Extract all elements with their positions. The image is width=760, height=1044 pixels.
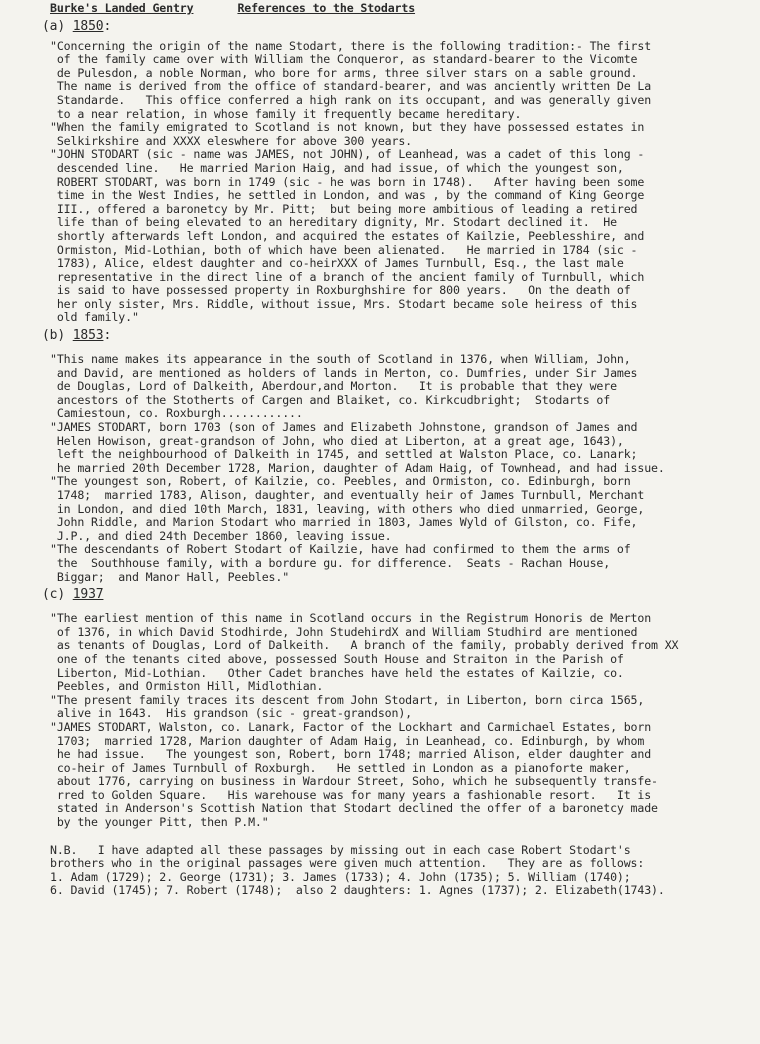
paragraph: "JAMES STODART, Walston, co. Lanark, Factor of the Lockhart and Carmichael Estates, born 1703; married 1728, Marion daughter of Adam Haig, in Leanhead, co. Edinburgh, by whom he had issue. The youngest son, Robert, born 1748; married Alison, elder daughter and co-heir of James Turnbull of Roxburgh. He settled in London as a pianoforte maker, about 1776, carrying on business in Wardour Street, Soho, which he subsequently transfe- rred to Golden Square. His warehouse was for many years a fashionable resort. It is stated in Anderson's Scottish Nation that Stodart declined the offer of a baronetcy made by the younger Pitt, then P.M."	[50, 719, 658, 830]
section-label: (b) 1853:	[42, 328, 112, 344]
header-right: References to the Stodarts	[237, 1, 416, 15]
paragraph: "The youngest son, Robert, of Kailzie, co. Peebles, and Ormiston, co. Edinburgh, born 1748; married 1783, Alison, daughter, and eventually heir of James Turnbull, Merchant in London, and died 10th March, 1831, leaving, with others who died unmarried, George, John Riddle, and Marion Stodart who married in 1803, James Wyld of Gilston, co. Fife, J.P., and died 24th December 1860, leaving issue.	[50, 474, 645, 543]
paragraph: "JAMES STODART, born 1703 (son of James and Elizabeth Johnstone, grandson of James and Helen Howison, great-grandson of John, who died at Liberton, at a great age, 1643), left the neighbourhood of Dalkeith in 1745, and settled at Walston Place, co. Lanark; he married 20th December 1728, Marion, daughter of Adam Haig, of Townhead, and had issue.	[50, 420, 665, 475]
document-header	[50, 2, 746, 16]
paragraph: "When the family emigrated to Scotland is not known, but they have possessed estates in Selkirkshire and XXXX eleswhere for above 300 years.	[50, 120, 645, 148]
paragraph: "The descendants of Robert Stodart of Kailzie, have had confirmed to them the arms of the Southhouse family, with a bordure gu. for difference. Seats - Rachan House, Biggar; and Manor Hall, Peebles."	[50, 542, 631, 584]
section-b	[42, 328, 746, 584]
paragraph: "JOHN STODART (sic - name was JAMES, not JOHN), of Leanhead, was a cadet of this long - descended line. He married Marion Haig, and had issue, of which the youngest son, ROBERT STODART, was born in 1749 (sic - he was born in 1748). After having been some time in the West Indies, he settled in London, and was , by the command of King George III., offered a baronetcy by Mr. Pitt; but being more ambitious of leading a retired life than of being elevated to an hereditary dignity, Mr. Stodart declined it. He shortly afterwards left London, and acquired the estates of Kailzie, Peeblesshire, and Ormiston, Mid-Lothian, both of which have been alienated. He married in 1784 (sic - 1783), Alice, eldest daughter and co-heirXXX of James Turnbull, Esq., the last male representative in the direct line of a branch of the ancient family of Turnbull, which is said to have possessed property in Roxburghshire for 800 years. On the death of her only sister, Mrs. Riddle, without issue, Mrs. Stodart became sole heiress of this old family."	[50, 147, 645, 325]
section-label: (c) 1937	[42, 587, 104, 603]
section-label: (a) 1850:	[42, 18, 112, 34]
section-a	[42, 18, 746, 325]
paragraph: "The earliest mention of this name in Scotland occurs in the Registrum Honoris de Merton of 1376, in which David Stodhirde, John StudehirdX and William Studhird are mentioned as tenants of Douglas, Lord of Dalkeith. A branch of the family, probably derived from XX one of the tenants cited above, possessed South House and Straiton in the Parish of Liberton, Mid-Lothian. Other Cadet branches have held the estates of Kailzie, co. Peebles, and Ormiston Hill, Midlothian.	[50, 611, 679, 694]
note-paragraph: N.B. I have adapted all these passages by missing out in each case Robert Stodart's brothers who in the original passages were given much attention. They are as follows: 1. Adam (1729); 2. George (1731); 3. James (1733); 4. John (1735); 5. William (1740); 6. David (1745); 7. Robert (1748); also 2 daughters: 1. Agnes (1737); 2. Elizabeth(1743).	[50, 842, 665, 898]
paragraph: "This name makes its appearance in the south of Scotland in 1376, when William, John, and David, are mentioned as holders of lands in Merton, co. Dumfries, under Sir James de Douglas, Lord of Dalkeith, Aberdour,and Morton. It is probable that they were ancestors of the Stotherts of Cargen and Blaiket, co. Kirkcudbright; Stodarts of Camiestoun, co. Roxburgh............	[50, 352, 638, 421]
section-c	[42, 587, 746, 830]
paragraph: "The present family traces its descent from John Stodart, in Liberton, born circa 1565, alive in 1643. His grandson (sic - great-grandson),	[50, 692, 645, 721]
header-left: Burke's Landed Gentry	[50, 1, 194, 15]
paragraph: "Concerning the origin of the name Stodart, there is the following tradition:- The first of the family came over with William the Conqueror, as standard-bearer to the Vicomte de Pulesdon, a noble Norman, who bore for arms, three silver stars on a sable ground. The name is derived from the office of standard-bearer, and was anciently written De La Standarde. This office conferred a high rank on its occupant, and was generally given to a near relation, in whose family it frequently became hereditary.	[50, 38, 652, 121]
